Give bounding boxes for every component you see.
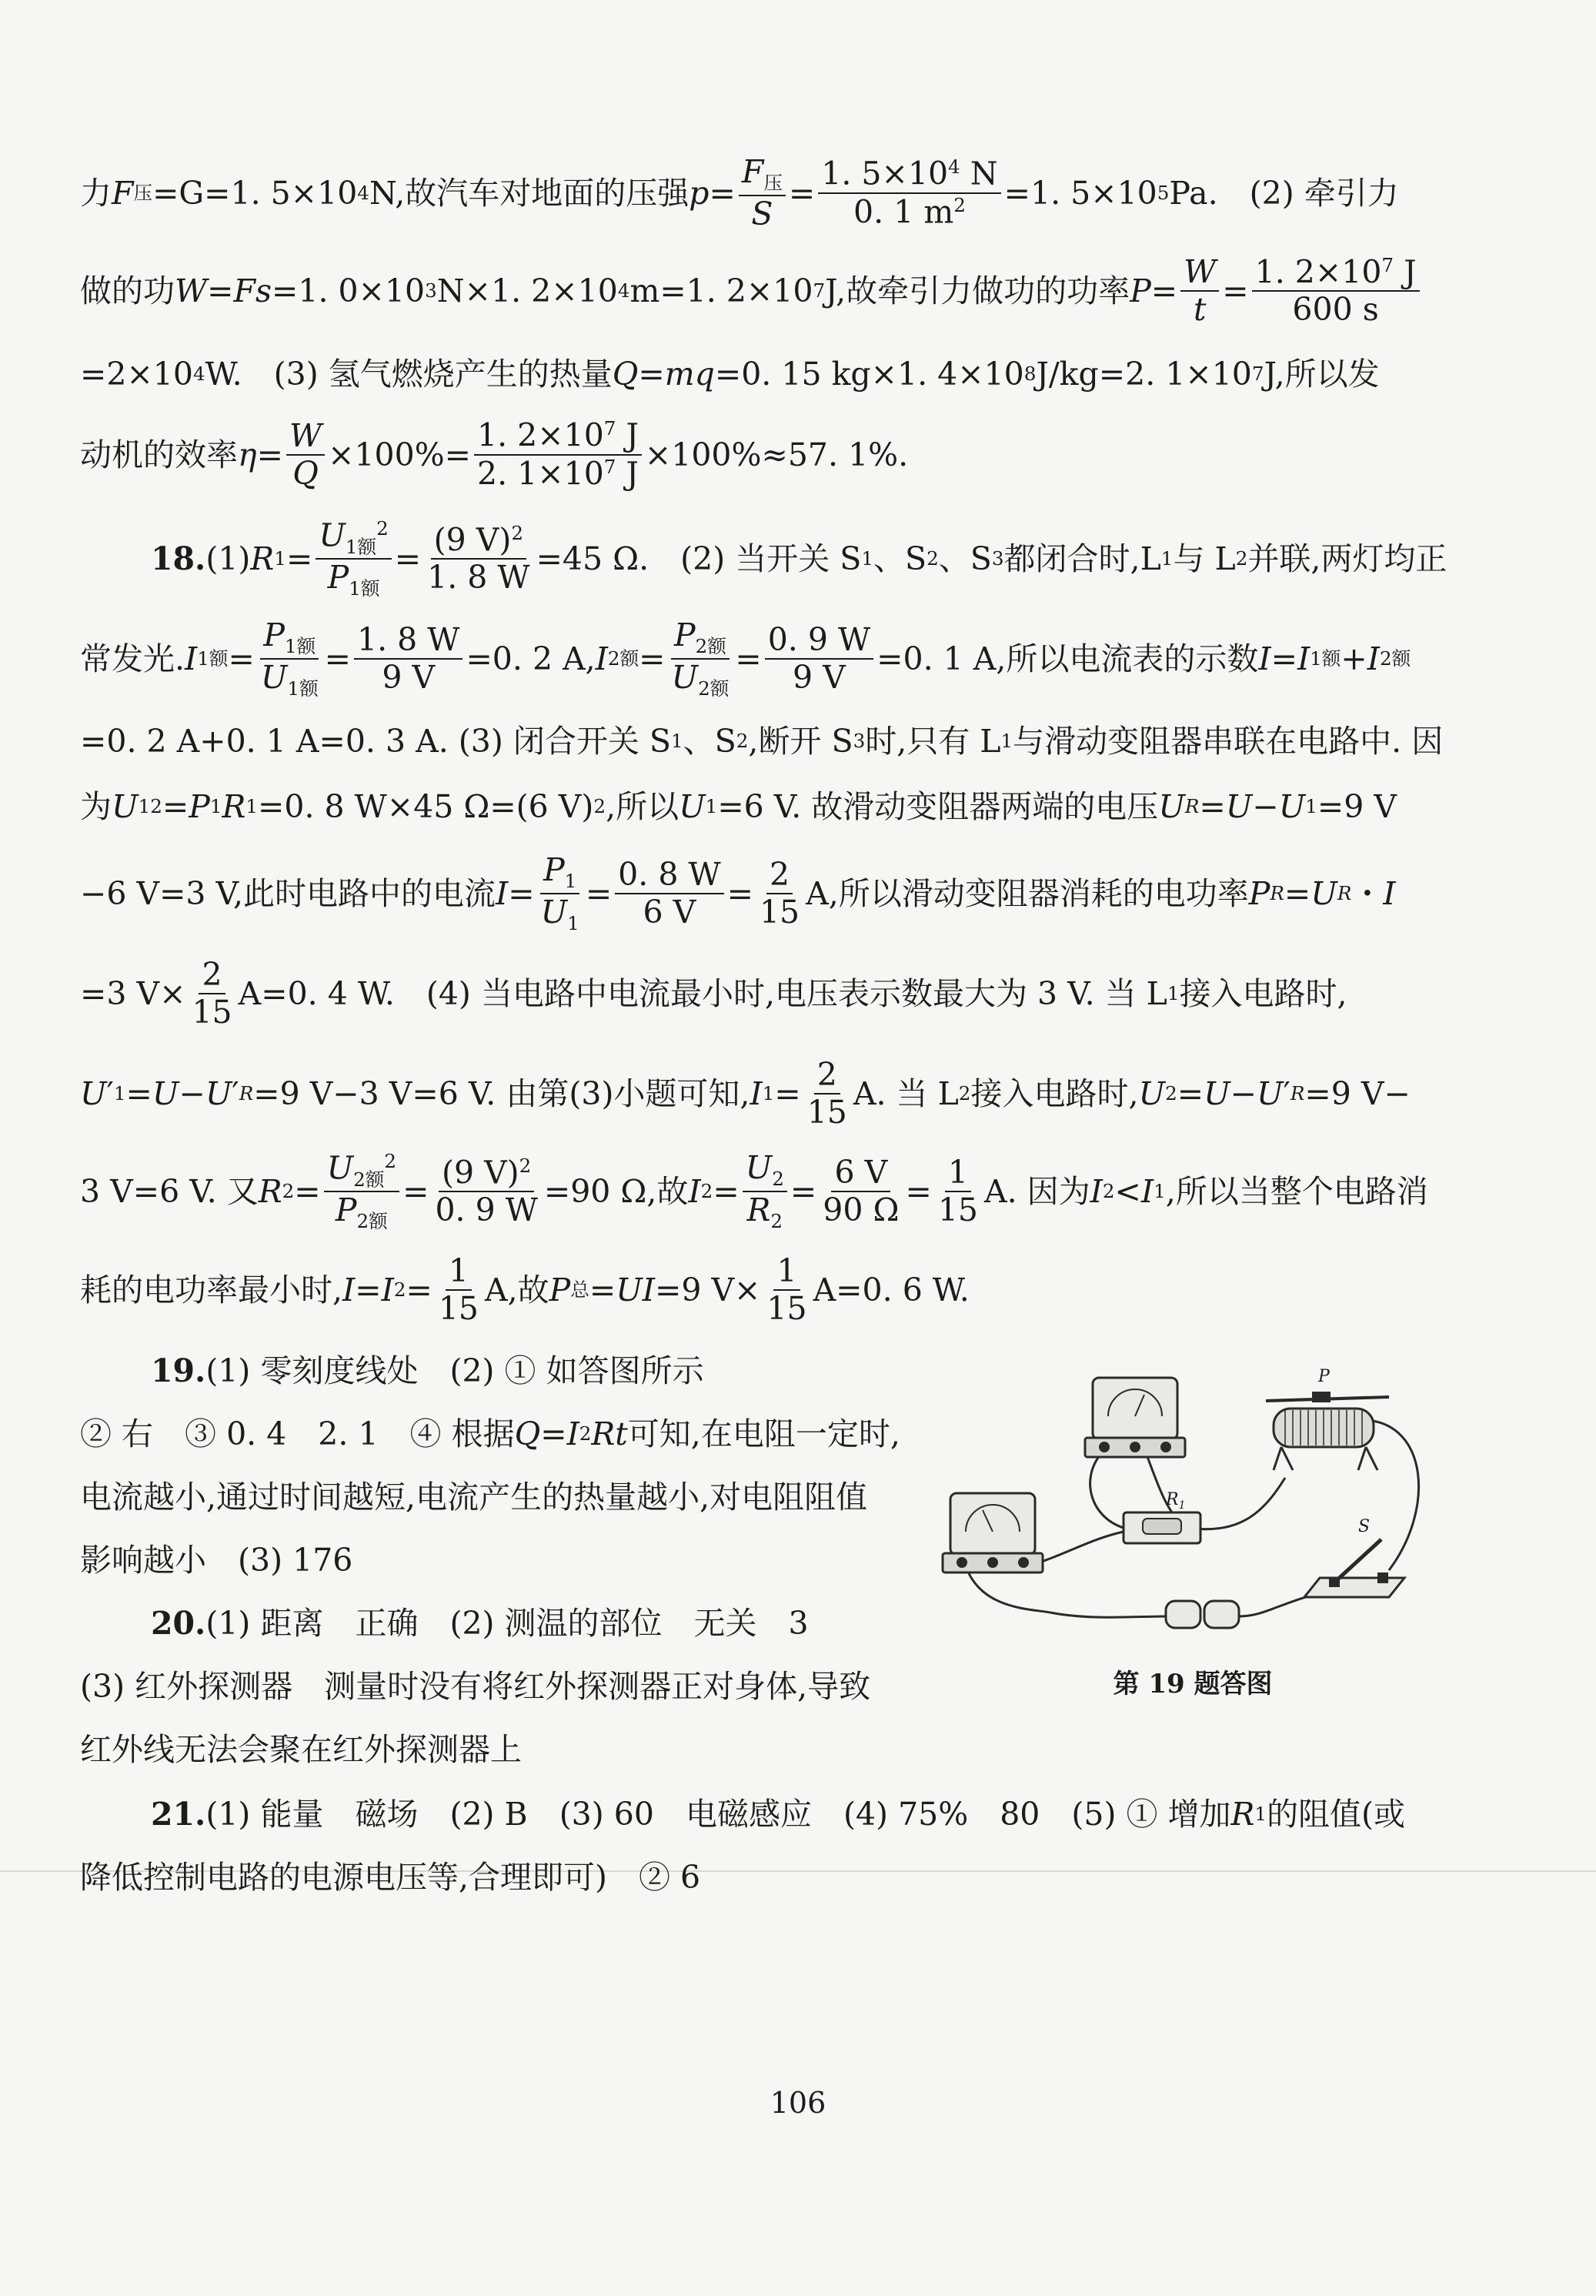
text: Pa. (2) 牵引力: [1169, 175, 1399, 212]
text: J: [616, 416, 639, 454]
text: (9 V): [433, 521, 512, 559]
fraction: $\frac{W}{t}$: [1180, 256, 1219, 326]
wire: [1189, 1478, 1285, 1529]
question-number: 18.: [151, 540, 206, 577]
text: 15: [438, 1290, 479, 1327]
text: (1): [205, 540, 251, 577]
text: J,所以发: [1264, 356, 1380, 393]
q20-line-3: [80, 1718, 942, 1781]
text: (1) 能量 磁场 (2) B (3) 60 电磁感应 (4) 75% 80 (5) ① 增加: [205, 1796, 1231, 1833]
text: 2: [199, 958, 225, 994]
text: 耗的电功率最小时,: [80, 1272, 343, 1308]
text: (9 V): [441, 1154, 519, 1191]
q19-line-3: [80, 1465, 942, 1529]
p-label: P: [1318, 1367, 1330, 1386]
text: 1: [446, 1255, 472, 1291]
text: 0. 9 W: [765, 623, 873, 660]
text: =0. 2 A+0. 1 A=0. 3 A. (3) 闭合开关 S: [80, 723, 671, 760]
text: 红外线无法会聚在红外探测器上: [80, 1731, 522, 1768]
text: 接入电路时,: [1179, 975, 1347, 1012]
text: =45 Ω. (2) 当开关 S: [536, 540, 862, 577]
q18-line-6: =3 V× $\frac{2}{15}$ A=0. 4 W. (4) 当电路中电流最小时,电压表示数最大为 3 V. 当 L 1 接入电路时,: [80, 951, 1434, 1037]
text: A,故: [485, 1272, 549, 1308]
q17-line-1: 力 F 压 =G=1. 5×10 4 N,故汽车对地面的压强 p = $\frac{F_压}{S}$ = $\frac{1. 5\times 10^4 N}{0. 1 m^2}$ =1. 5×10 5 Pa. (2) 牵引力: [80, 150, 1434, 236]
text: (1) 零刻度线处 (2) ① 如答图所示: [205, 1352, 704, 1389]
text: A. 因为: [983, 1173, 1090, 1210]
s-label: S: [1358, 1517, 1371, 1536]
fraction: $\frac{P_1}{U_1}$: [540, 851, 579, 935]
text: ,所以: [606, 788, 679, 825]
text: (1) 距离 正确 (2) 测温的部位 无关 3: [205, 1605, 809, 1642]
text: 电流越小,通过时间越短,电流产生的热量越小,对电阻阻值: [80, 1479, 868, 1516]
q18-line-7: U ′ 1 = U − U ′ R =9 V−3 V=6 V. 由第(3)小题可知, I 1 = $\frac{2}{15}$ A. 当 L 2 接入电路时, U 2 = U − U ′ R =9 V−: [80, 1051, 1434, 1137]
q19-line-2: ② 右 ③ 0. 4 2. 1 ④ 根据 Q = I 2 Rt 可知,在电阻一定时,: [80, 1402, 942, 1465]
text: ,所以当整个电路消: [1165, 1173, 1428, 1210]
text: ,断开 S: [748, 723, 853, 760]
text: 时,只有 L: [865, 723, 1001, 760]
text: A. 当 L: [853, 1075, 959, 1112]
text: 与 L: [1173, 540, 1236, 577]
ammeter: [943, 1493, 1043, 1572]
text: 常发光.: [80, 640, 185, 677]
fraction: $\frac{U_{2额}^2}{P_{2额}}$: [324, 1151, 399, 1232]
text: 2: [814, 1058, 840, 1095]
text: 都闭合时,L: [1003, 540, 1161, 577]
text: 1. 2×10: [477, 416, 604, 454]
question-number: 19.: [151, 1352, 206, 1389]
text: 1. 8 W: [427, 559, 530, 597]
fraction: $\frac{(9 V)^2}{1. 8 W}$: [424, 523, 533, 595]
text: 1: [773, 1255, 800, 1291]
text: =6 V. 故滑动变阻器两端的电压: [717, 788, 1159, 825]
text: =9 V×: [654, 1272, 761, 1308]
q21-line-2: [80, 1846, 1003, 1909]
q18-line-8: 3 V=6 V. 又 R 2 = $\frac{U_{2额}^2}{P_{2额}}$ = $\frac{(9 V)^2}{0. 9 W}$ =90 Ω,故 I 2 = $\frac{U_2}{R_2}$ = $\frac{6 V}{90 \Omega}$ = $\frac{1}{15}$ A. 因为 I 2 < I 1 ,所以当整个电路消: [80, 1148, 1434, 1235]
text: 与滑动变阻器串联在电路中. 因: [1013, 723, 1444, 760]
text: =1. 0×10: [272, 272, 426, 309]
fraction: $\frac{P_{2额}}{U_{2额}}$: [671, 617, 730, 700]
text: 接入电路时,: [970, 1075, 1139, 1112]
text: 2: [766, 858, 793, 894]
fraction: [765, 620, 873, 696]
q17-line-3: =2×10 4 W. (3) 氢气燃烧产生的热量 Q = mq =0. 15 kg×1. 4×10 8 J/kg=2. 1×10 7 J,所以发: [80, 331, 1434, 417]
text: =9 V−3 V=6 V. 由第(3)小题可知,: [253, 1075, 750, 1112]
q18-line-2: 常发光. I 1额 = $\frac{P_{1额}}{U_{1额}}$ = $\frac{1. 8 W}{9 V}$ =0. 2 A, I 2额 = $\frac{P_{2额}}{U_{2额}}$ = $\frac{0. 9 W}{9 V}$ =0. 1 A,所以电流表的示数 I = I 1额 + I 2额: [80, 616, 1434, 702]
fraction: $\frac{U_2}{R_2}$: [743, 1151, 787, 1232]
text: 降低控制电路的电源电压等,合理即可) ② 6: [80, 1859, 701, 1896]
battery: [1166, 1601, 1239, 1628]
resistor-r1: [1124, 1490, 1200, 1543]
fraction: $\frac{W}{Q}$: [286, 419, 325, 490]
text: 动机的效率: [80, 436, 238, 473]
text: ×100%≈57. 1%.: [644, 436, 909, 473]
fraction: [354, 620, 462, 696]
fraction: [189, 955, 235, 1031]
text: 、S: [938, 540, 992, 577]
text: =G=1. 5×10: [152, 175, 358, 212]
circuit-figure: [935, 1355, 1451, 1647]
text: J: [1394, 253, 1417, 291]
text: 9 V: [793, 659, 846, 696]
q20-line-1: [151, 1592, 920, 1655]
text: A=0. 4 W. (4) 当电路中电流最小时,电压表示数最大为 3 V. 当 L: [238, 975, 1167, 1012]
text: 15: [759, 894, 800, 931]
fraction: $\frac{1. 2\times 10^7 J}{600 s}$: [1252, 256, 1420, 327]
text: =0. 1 A,所以电流表的示数: [876, 640, 1259, 677]
fraction: [763, 1252, 810, 1327]
text: 0. 1 m: [853, 193, 954, 231]
text: 1. 2×10: [1254, 253, 1382, 291]
text: 90 Ω: [823, 1191, 900, 1228]
q17-line-4: 动机的效率 η = $\frac{W}{Q}$ ×100%= $\frac{1. 2\times 10^7 J}{2. 1\times 10^7 J}$ ×100%≈57. 1%.: [80, 412, 1434, 498]
text: =0. 2 A,: [466, 640, 596, 677]
fraction: [820, 1153, 902, 1228]
text: 、S: [683, 723, 736, 760]
question-number: 20.: [151, 1605, 206, 1642]
text: 15: [806, 1094, 847, 1131]
q18-line-3: =0. 2 A+0. 1 A=0. 3 A. (3) 闭合开关 S 1 、S 2 ,断开 S 3 时,只有 L 1 与滑动变阻器串联在电路中. 因: [80, 698, 1434, 784]
text: 600 s: [1292, 291, 1379, 329]
text: =9 V−: [1304, 1075, 1411, 1112]
q19-line-4: [80, 1529, 942, 1592]
text: 、S: [873, 540, 927, 577]
text: N,故汽车对地面的压强: [369, 175, 689, 212]
text: 3 V=6 V. 又: [80, 1173, 259, 1210]
q17-line-2: 做的功 W = Fs =1. 0×10 3 N×1. 2×10 4 m=1. 2×10 7 J,故牵引力做功的功率 P = $\frac{W}{t}$ = $\frac{1. 2\times 10^7 J}{600 s}$: [80, 248, 1434, 334]
text: 9 V: [382, 659, 436, 696]
text: 的阻值(或: [1267, 1796, 1406, 1833]
text: =0. 15 kg×1. 4×10: [714, 356, 1024, 393]
text: =9 V: [1317, 788, 1397, 825]
fraction: [935, 1153, 981, 1228]
q21-line-1: 21. (1) 能量 磁场 (2) B (3) 60 电磁感应 (4) 75% 80 (5) ① 增加 R 1 的阻值(或: [151, 1783, 1444, 1846]
text: N×1. 2×10: [436, 272, 618, 309]
fraction: $\frac{U_{1额}^2}{P_{1额}}$: [316, 519, 391, 600]
text: 可知,在电阻一定时,: [627, 1415, 900, 1452]
text: −6 V=3 V,此时电路中的电流: [80, 875, 496, 912]
text: 为: [80, 788, 112, 825]
text: 2. 1×10: [477, 455, 604, 493]
wire: [1050, 1613, 1166, 1617]
text: 1. 5×10: [821, 155, 949, 192]
q18-line-5: −6 V=3 V,此时电路中的电流 I = $\frac{P_1}{U_1}$ = $\frac{0. 8 W}{6 V}$ = $\frac{2}{15}$ A,所以滑动变阻器消耗的电功率 P R = U R ・ I: [80, 851, 1434, 937]
text: 1. 8 W: [354, 623, 462, 660]
text: =90 Ω,故: [543, 1173, 689, 1210]
q19-line-1: [151, 1339, 920, 1402]
text: N: [960, 155, 998, 192]
fraction: $\frac{(9 V)^2}{0. 9 W}$: [432, 1156, 540, 1228]
text: 0. 8 W: [615, 858, 723, 894]
text: 力: [80, 175, 112, 212]
text: ② 右 ③ 0. 4 2. 1 ④ 根据: [80, 1415, 515, 1452]
q20-line-2: [80, 1655, 942, 1718]
text: (3) 红外探测器 测量时没有将红外探测器正对身体,导致: [80, 1668, 871, 1705]
fraction: $\frac{F_压}{S}$: [739, 155, 786, 231]
text: 15: [937, 1191, 978, 1228]
figure-caption: 第 19 题答图: [1113, 1669, 1273, 1699]
text: 并联,两灯均正: [1247, 540, 1447, 577]
fraction: [615, 855, 723, 931]
text: J,故牵引力做功的功率: [825, 272, 1130, 309]
text: A=0. 6 W.: [813, 1272, 970, 1308]
text: J/kg=2. 1×10: [1036, 356, 1252, 393]
switch-s: [1304, 1517, 1404, 1597]
text: 15: [766, 1290, 807, 1327]
fraction: [756, 855, 803, 931]
fraction: $\frac{1. 5\times 10^4 N}{0. 1 m^2}$: [818, 157, 1000, 229]
text: J: [616, 455, 639, 493]
text: 6 V: [643, 894, 696, 931]
text: 15: [192, 994, 232, 1031]
text: m=1. 2×10: [629, 272, 813, 309]
q18-line-4: 为 U 1 2 = P 1 R 1 =0. 8 W×45 Ω=(6 V) 2 ,所以 U 1 =6 V. 故滑动变阻器两端的电压 U R = U − U 1 =9 V: [80, 764, 1434, 850]
page-number: 106: [770, 2086, 826, 2120]
text: =3 V×: [80, 975, 186, 1012]
fraction: $\frac{P_{1额}}{U_{1额}}$: [260, 617, 319, 700]
text: ×100%=: [328, 436, 472, 473]
text: 做的功: [80, 272, 175, 309]
text: =2×10: [80, 356, 193, 393]
fraction: [804, 1055, 850, 1131]
text: A,所以滑动变阻器消耗的电功率: [806, 875, 1249, 912]
voltmeter: [1085, 1378, 1185, 1457]
q18-line-9: 耗的电功率最小时, I = I 2 = $\frac{1}{15}$ A,故 P 总 = UI =9 V× $\frac{1}{15}$ A=0. 6 W.: [80, 1247, 1434, 1333]
question-number: 21.: [151, 1796, 206, 1833]
wire: [1090, 1455, 1124, 1528]
text: 影响越小 (3) 176: [80, 1542, 353, 1579]
text: W. (3) 氢气燃烧产生的热量: [205, 356, 613, 393]
text: =1. 5×10: [1003, 175, 1157, 212]
fraction: $\frac{1. 2\times 10^7 J}{2. 1\times 10^7 J}$: [474, 419, 642, 490]
fraction: [436, 1252, 482, 1327]
q18-line-1: 18. (1) R 1 = $\frac{U_{1额}^2}{P_{1额}}$ = $\frac{(9 V)^2}{1. 8 W}$ =45 Ω. (2) 当开关 S 1 、S 2 、S 3 都闭合时,L 1 与 L 2 并联,两灯均正: [151, 516, 1436, 602]
text: 6 V: [831, 1156, 890, 1192]
text: 0. 9 W: [435, 1191, 538, 1229]
rheostat: [1266, 1367, 1389, 1470]
r1-label: $R_1$: [1166, 1490, 1186, 1512]
text: 1: [945, 1156, 971, 1192]
text: =0. 8 W×45 Ω=(6 V): [258, 788, 594, 825]
